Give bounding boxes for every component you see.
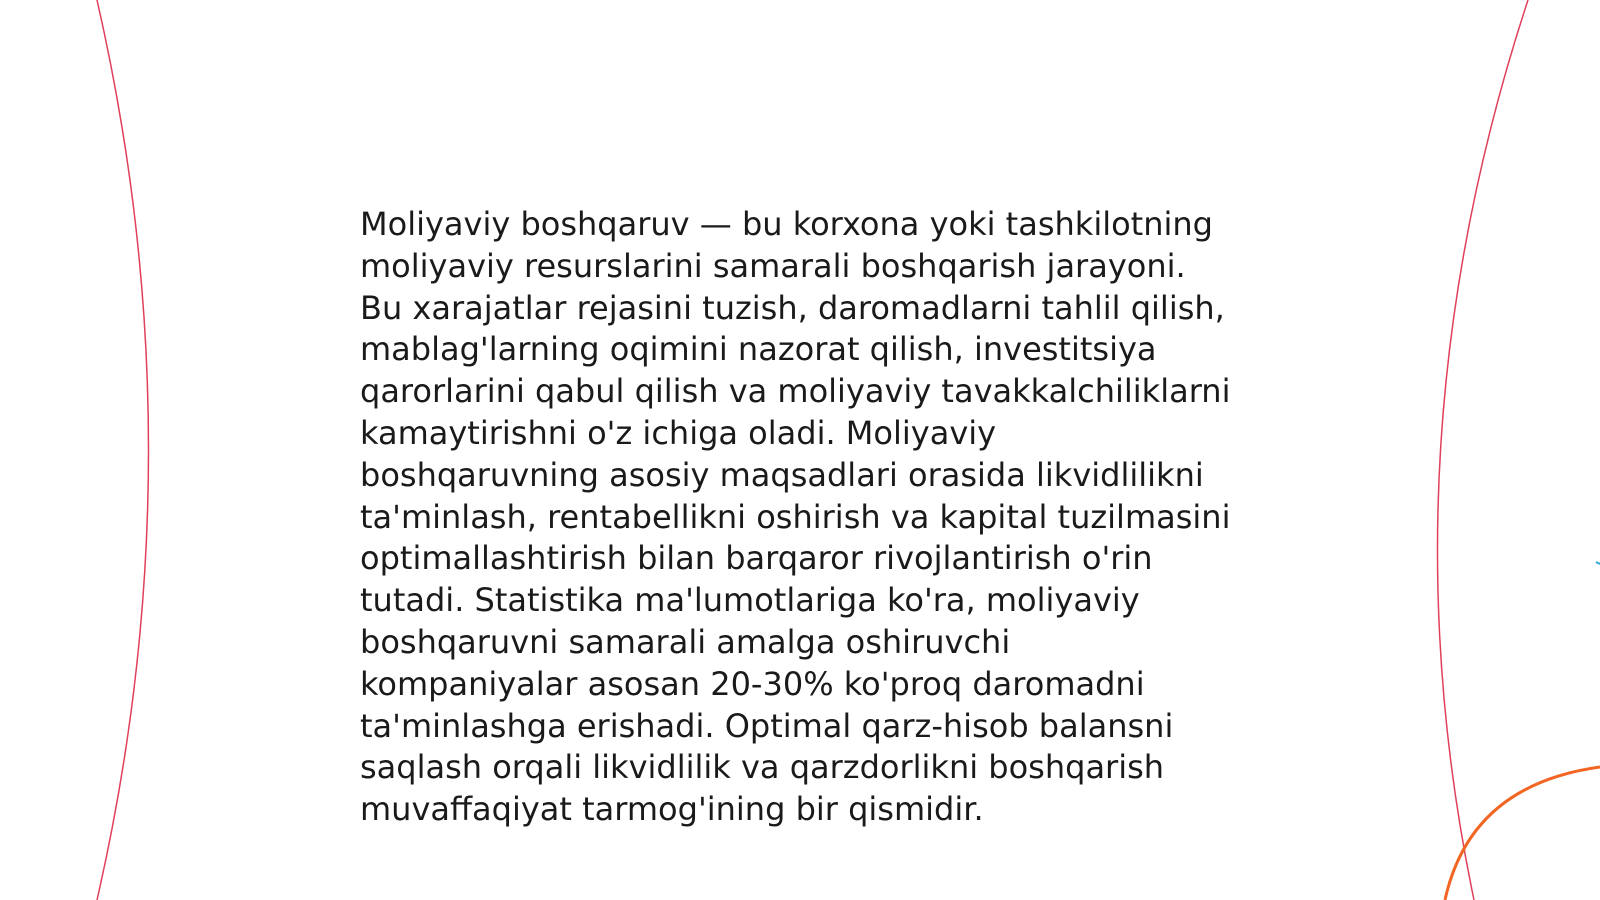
corner-arc [1445, 767, 1600, 900]
small-mark [1596, 562, 1600, 564]
body-paragraph: Moliyaviy boshqaruv — bu korxona yoki tashkilotning moliyaviy resurslarini samarali boshqarish jarayoni. Bu xarajatlar rejasini tuzish, daromadlarni tahlil qilish, mablag'larning oqimini nazorat qilish, investitsiya qarorlarini qabul qilish va moliyaviy tavakkalchiliklarni kamaytirishni o'z ichiga oladi. Moliyaviy boshqaruvning asosiy maqsadlari orasida likvidlilikni ta'minlash, rentabellikni oshirish va kapital tuzilmasini optimallashtirish bilan barqaror rivojlantirish o'rin tutadi. Statistika ma'lumotlariga ko'ra, moliyaviy boshqaruvni samarali amalga oshiruvchi kompaniyalar asosan 20-30% ko'proq daromadni ta'minlashga erishadi. Optimal qarz-hisob balansni saqlash orqali likvidlilik va qarzdorlikni boshqarish muvaffaqiyat tarmog'ining bir qismidir. [360, 205, 1231, 829]
right-curve [1437, 0, 1528, 900]
left-curve [97, 0, 149, 900]
